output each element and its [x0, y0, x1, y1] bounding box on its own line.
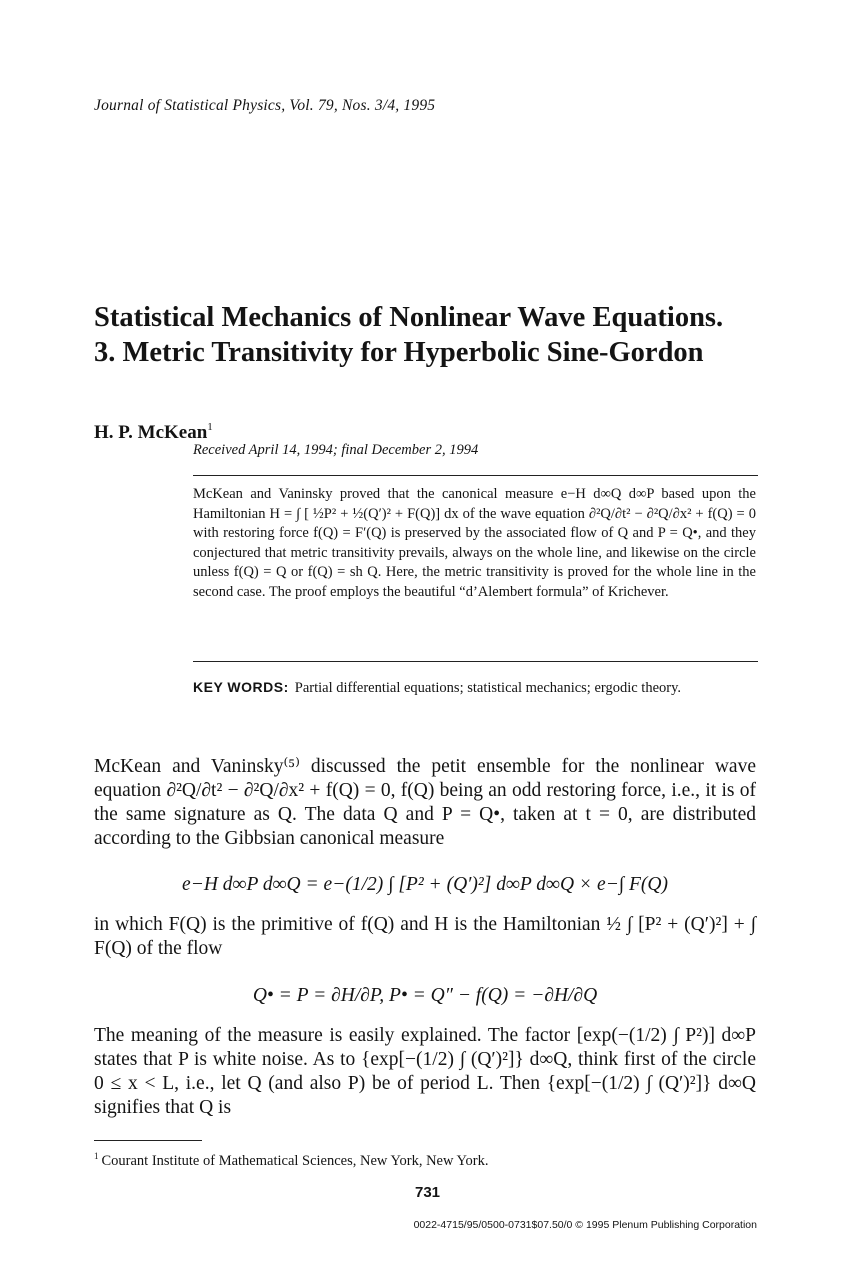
footnote-mark: 1: [94, 1151, 99, 1161]
equation-flow: Q• = P = ∂H/∂P, P• = Q″ − f(Q) = −∂H/∂Q: [252, 985, 598, 1006]
keywords-label: KEY WORDS:: [193, 679, 289, 695]
author-footnote-mark: 1: [207, 421, 213, 433]
received-dates: Received April 14, 1994; final December 2, 1994: [193, 442, 479, 458]
abstract-bottom-rule: [193, 661, 758, 662]
footnote: [94, 1151, 489, 1170]
footnote-rule: [94, 1140, 202, 1141]
article-title: [94, 300, 774, 370]
keywords: [193, 678, 756, 699]
author-name: [94, 421, 213, 444]
body-paragraph-2: in which F(Q) is the primitive of f(Q) and H is the Hamiltonian ½ ∫ [P² + (Q′)²] + ∫ F(Q) of the flow: [94, 914, 756, 959]
title-line-1: Statistical Mechanics of Nonlinear Wave Equations.: [94, 302, 724, 333]
copyright-line: 0022-4715/95/0500-0731$07.50/0 © 1995 Plenum Publishing Corporation: [413, 1219, 757, 1231]
abstract-top-rule: [193, 475, 758, 476]
author-text: H. P. McKean: [94, 422, 208, 443]
journal-header: Journal of Statistical Physics, Vol. 79, Nos. 3/4, 1995: [94, 97, 436, 114]
title-line-2: 3. Metric Transitivity for Hyperbolic Sine-Gordon: [94, 337, 704, 368]
body-paragraph-3: The meaning of the measure is easily explained. The factor [exp(−(1/2) ∫ P²)] d∞P states that P is white noise. As to {exp[−(1/2) ∫ (Q′)²]} d∞Q, think first of the circle 0 ≤ x < L, i.e., let Q (and also P) be of period L. Then {exp[−(1/2) ∫ (Q′)²]} d∞Q signifies that Q is: [94, 1025, 756, 1118]
page-number: 731: [414, 1184, 441, 1201]
equation-canonical-measure: e−H d∞P d∞Q = e−(1/2) ∫ [P² + (Q′)²] d∞P d∞Q × e−∫ F(Q): [182, 874, 668, 895]
footnote-text: Courant Institute of Mathematical Sciences, New York, New York.: [101, 1153, 489, 1169]
keywords-text: Partial differential equations; statistical mechanics; ergodic theory.: [294, 680, 682, 696]
body-paragraph-1: McKean and Vaninsky⁽⁵⁾ discussed the petit ensemble for the nonlinear wave equation ∂²Q/∂t² − ∂²Q/∂x² + f(Q) = 0, f(Q) being an odd restoring force, i.e., it is of the same signature as Q. The data Q and P = Q•, taken at t = 0, are distributed according to the Gibbsian canonical measure: [94, 756, 756, 849]
abstract: McKean and Vaninsky proved that the canonical measure e−H d∞Q d∞P based upon the Hamiltonian H = ∫ [ ½P² + ½(Q′)² + F(Q)] dx of the wave equation ∂²Q/∂t² − ∂²Q/∂x² + f(Q) = 0 with restoring force f(Q) = F′(Q) is preserved by the associated flow of Q and P = Q•, and they conjectured that metric transitivity prevails, always on the whole line, and likewise on the circle unless f(Q) = Q or f(Q) = sh Q. Here, the metric transitivity is proved for the whole line in the second case. The proof employs the beautiful “d’Alembert formula” of Krichever.: [193, 486, 756, 600]
